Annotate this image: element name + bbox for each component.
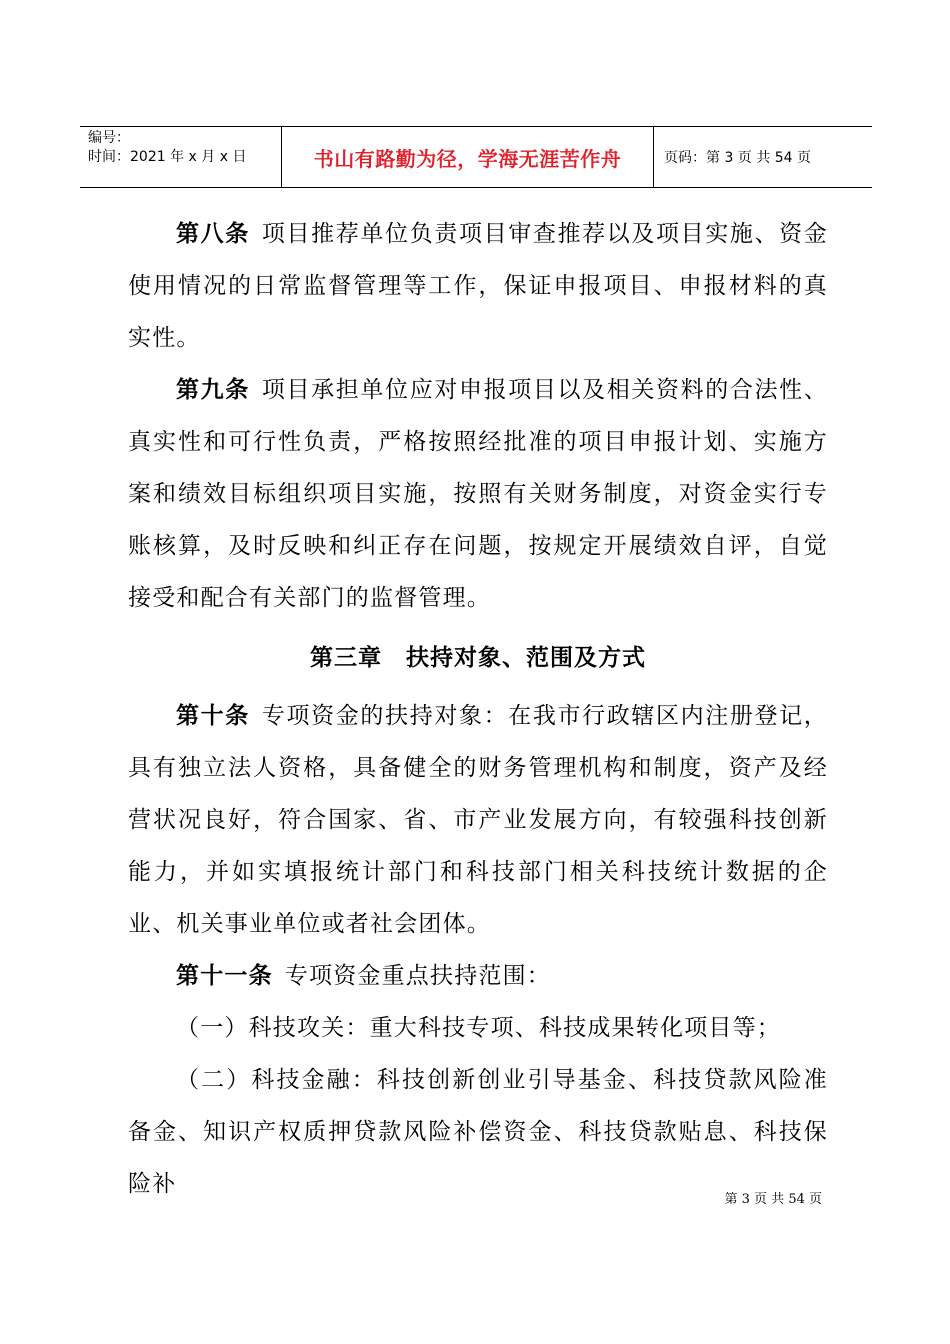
document-body	[128, 208, 828, 1210]
article-text: 专项资金的扶持对象：在我市行政辖区内注册登记，具有独立法人资格，具备健全的财务管理机构和制度，资产及经营状况良好，符合国家、省、市产业发展方向，有较强科技创新能力，并如实填报统计部门和科技部门相关科技统计数据的企业、机关事业单位或者社会团体。	[128, 703, 828, 937]
header-meta	[80, 127, 282, 187]
article-title: 第十一条	[176, 963, 273, 989]
article-text: 项目推荐单位负责项目审查推荐以及项目实施、资金使用情况的日常监督管理等工作，保证申报项目、申报材料的真实性。	[128, 221, 828, 351]
article-title: 第九条	[176, 377, 250, 403]
document-header	[80, 126, 872, 188]
list-item: （一）科技攻关：重大科技专项、科技成果转化项目等；	[176, 1015, 781, 1041]
article-title: 第十条	[176, 703, 250, 729]
header-motto: 书山有路勤为径，学海无涯苦作舟	[282, 127, 654, 187]
article-8	[128, 208, 828, 364]
time-label: 时间：2021 年 x 月 x 日	[88, 149, 247, 165]
article-10	[128, 690, 828, 950]
number-label: 编号：	[88, 130, 130, 146]
article-text: 项目承担单位应对申报项目以及相关资料的合法性、真实性和可行性负责，严格按照经批准的项目申报计划、实施方案和绩效目标组织项目实施，按照有关财务制度，对资金实行专账核算，及时反映和纠正存在问题，按规定开展绩效自评，自觉接受和配合有关部门的监督管理。	[128, 377, 828, 611]
article-text: 专项资金重点扶持范围：	[284, 963, 552, 989]
article-9	[128, 364, 828, 624]
list-item: （二）科技金融：科技创新创业引导基金、科技贷款风险准备金、知识产权质押贷款风险补偿资金、科技贷款贴息、科技保险补	[128, 1067, 828, 1197]
article-11	[128, 950, 828, 1002]
article-title: 第八条	[176, 221, 250, 247]
page-footer: 第 3 页 共 54 页	[724, 1192, 822, 1207]
chapter-heading: 第三章 扶持对象、范围及方式	[310, 645, 646, 671]
header-page-info: 页码：第 3 页 共 54 页	[664, 150, 811, 166]
